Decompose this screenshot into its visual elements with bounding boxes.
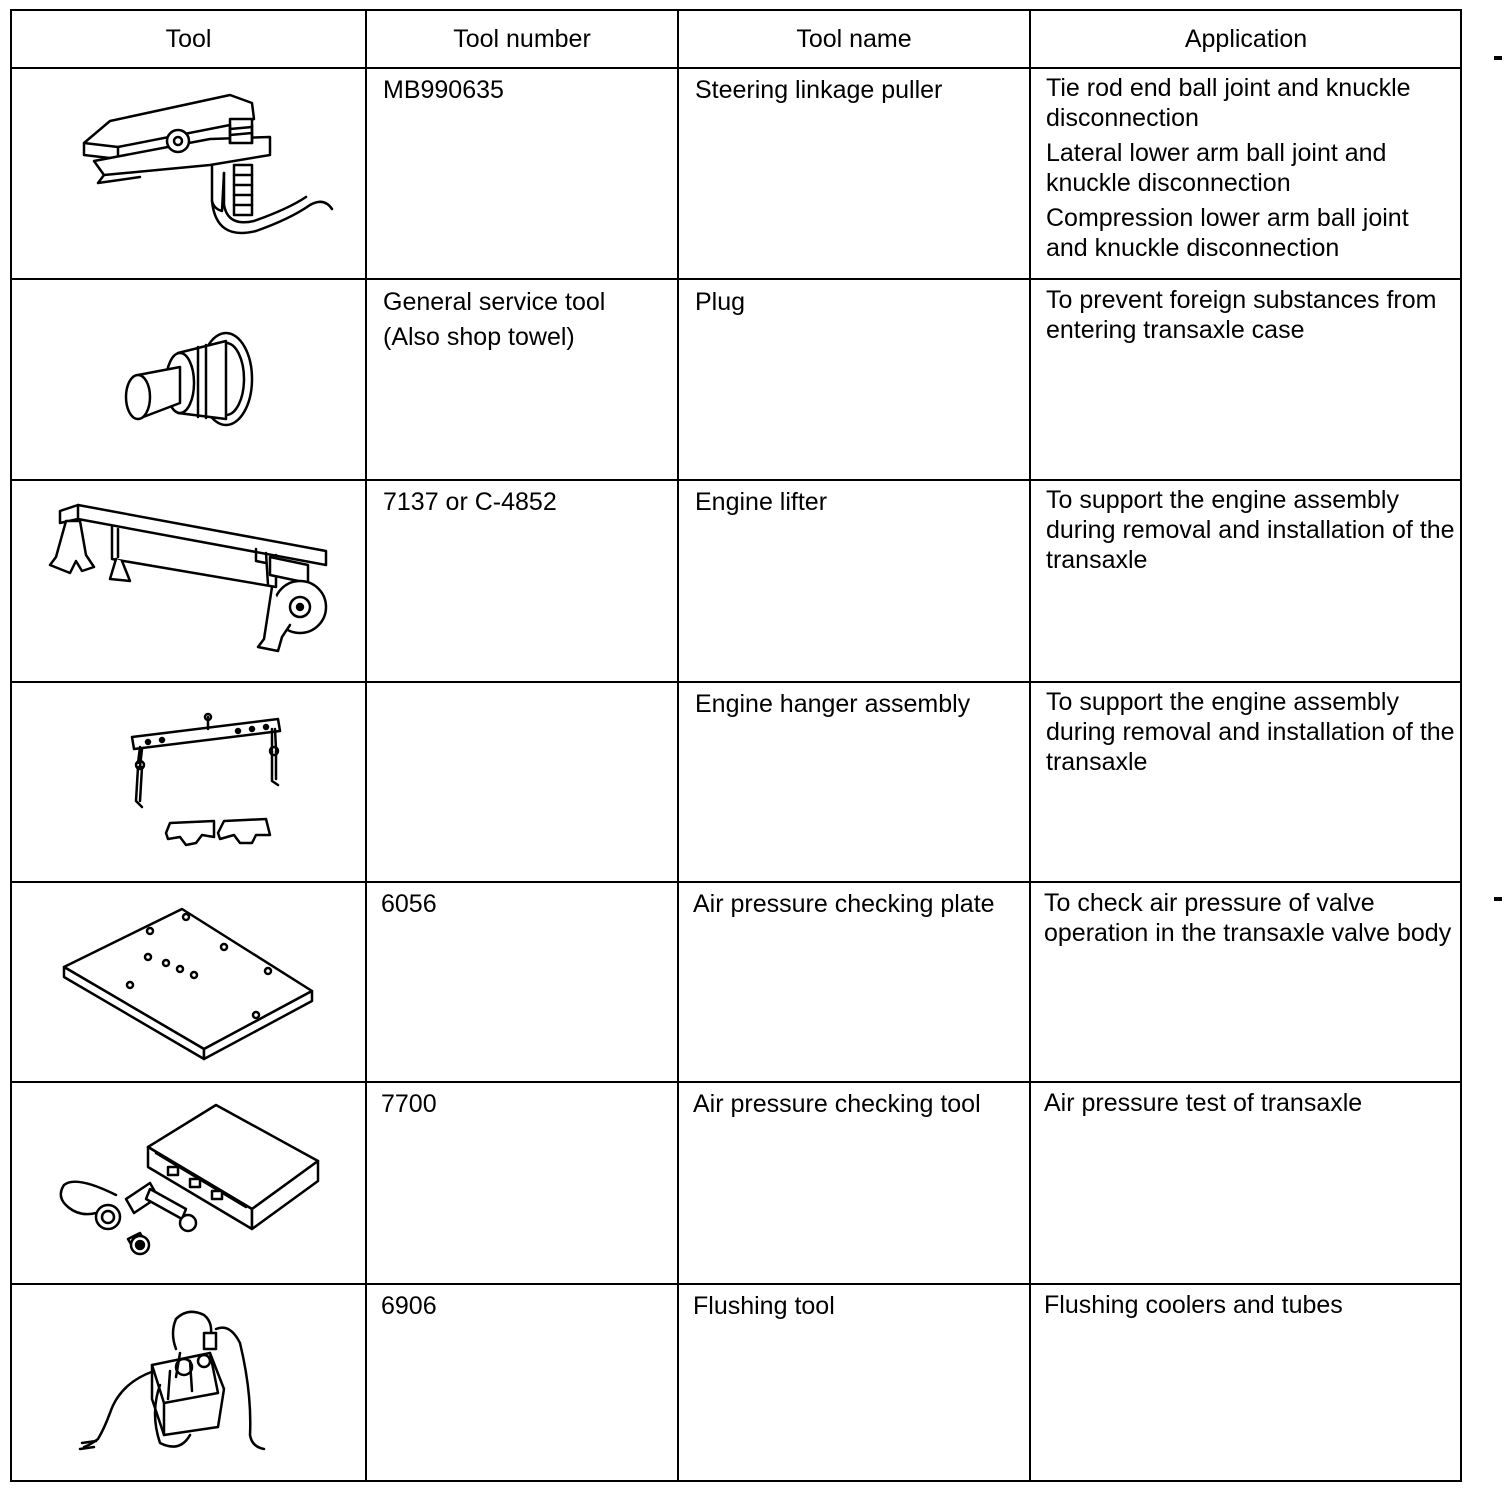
tool-name-text: Air pressure checking tool <box>693 1090 981 1118</box>
row-divider <box>12 1283 1460 1285</box>
tool-name-text: Steering linkage puller <box>695 76 943 104</box>
steering-linkage-puller-icon <box>80 81 330 241</box>
application-text: To support the engine assembly during removal and installation of the transaxle <box>1046 688 1455 776</box>
air-pressure-checking-tool-icon <box>56 1101 326 1261</box>
application-text: Flushing coolers and tubes <box>1044 1291 1343 1319</box>
margin-mark <box>1494 897 1502 901</box>
engine-hanger-assembly-icon <box>128 715 288 865</box>
application-text: Tie rod end ball joint and knuckle disconnection <box>1046 74 1411 132</box>
application-7 <box>1044 1290 1454 1325</box>
application-4 <box>1046 687 1456 782</box>
application-text: Air pressure test of transaxle <box>1044 1089 1363 1117</box>
column-divider <box>677 11 679 1480</box>
row-divider <box>12 479 1460 481</box>
row-divider <box>12 681 1460 683</box>
tool-number-5 <box>381 889 671 924</box>
application-text: To check air pressure of valve operation in the transaxle valve body <box>1044 889 1452 947</box>
column-divider <box>365 11 367 1480</box>
tool-number-3 <box>383 487 673 522</box>
tool-number-text: (Also shop towel) <box>383 323 575 351</box>
application-3 <box>1046 485 1456 580</box>
tool-number-text: 6056 <box>381 890 437 918</box>
tool-name-4 <box>695 689 1025 724</box>
tool-name-text: Engine hanger assembly <box>695 690 971 718</box>
plug-icon <box>118 323 268 443</box>
tool-number-1 <box>383 75 673 110</box>
air-pressure-checking-plate-icon <box>62 905 322 1055</box>
tool-number-text: MB990635 <box>383 76 504 104</box>
application-1 <box>1046 73 1446 268</box>
flushing-tool-icon <box>80 1303 280 1463</box>
application-2 <box>1046 285 1446 350</box>
tool-number-text: General service tool <box>383 288 606 316</box>
tool-name-text: Engine lifter <box>695 488 828 516</box>
tool-name-3 <box>695 487 1025 522</box>
row-divider <box>12 278 1460 280</box>
application-text: Compression lower arm ball joint and knuckle disconnection <box>1046 204 1409 262</box>
special-tools-table <box>10 9 1462 1482</box>
tool-name-text: Flushing tool <box>693 1292 835 1320</box>
header-application: Application <box>1184 24 1308 53</box>
application-5 <box>1044 888 1454 953</box>
tool-name-2 <box>695 287 1025 322</box>
row-divider <box>12 881 1460 883</box>
header-tool-number: Tool number <box>453 24 591 53</box>
tool-name-text: Plug <box>695 288 746 316</box>
tool-number-text: 7700 <box>381 1090 437 1118</box>
row-divider <box>12 67 1460 69</box>
application-text: To prevent foreign substances from entering transaxle case <box>1046 286 1437 344</box>
tool-name-6 <box>693 1089 1023 1124</box>
header-tool: Tool <box>165 24 212 53</box>
tool-number-text: 7137 or C-4852 <box>383 488 557 516</box>
application-text: To support the engine assembly during removal and installation of the transaxle <box>1046 486 1455 574</box>
tool-number-7 <box>381 1291 671 1326</box>
tool-name-text: Air pressure checking plate <box>693 890 995 918</box>
tool-name-7 <box>693 1291 1023 1326</box>
tool-number-6 <box>381 1089 671 1124</box>
application-text: Lateral lower arm ball joint and knuckle disconnection <box>1046 139 1387 197</box>
engine-lifter-icon <box>46 501 346 661</box>
margin-mark <box>1494 56 1502 60</box>
header-tool-name: Tool name <box>796 24 912 53</box>
tool-number-text: 6906 <box>381 1292 437 1320</box>
tool-number-2 <box>383 287 673 352</box>
column-divider <box>1029 11 1031 1480</box>
tool-name-1 <box>695 75 1025 110</box>
tool-name-5 <box>693 889 1023 924</box>
row-divider <box>12 1081 1460 1083</box>
application-6 <box>1044 1088 1454 1123</box>
